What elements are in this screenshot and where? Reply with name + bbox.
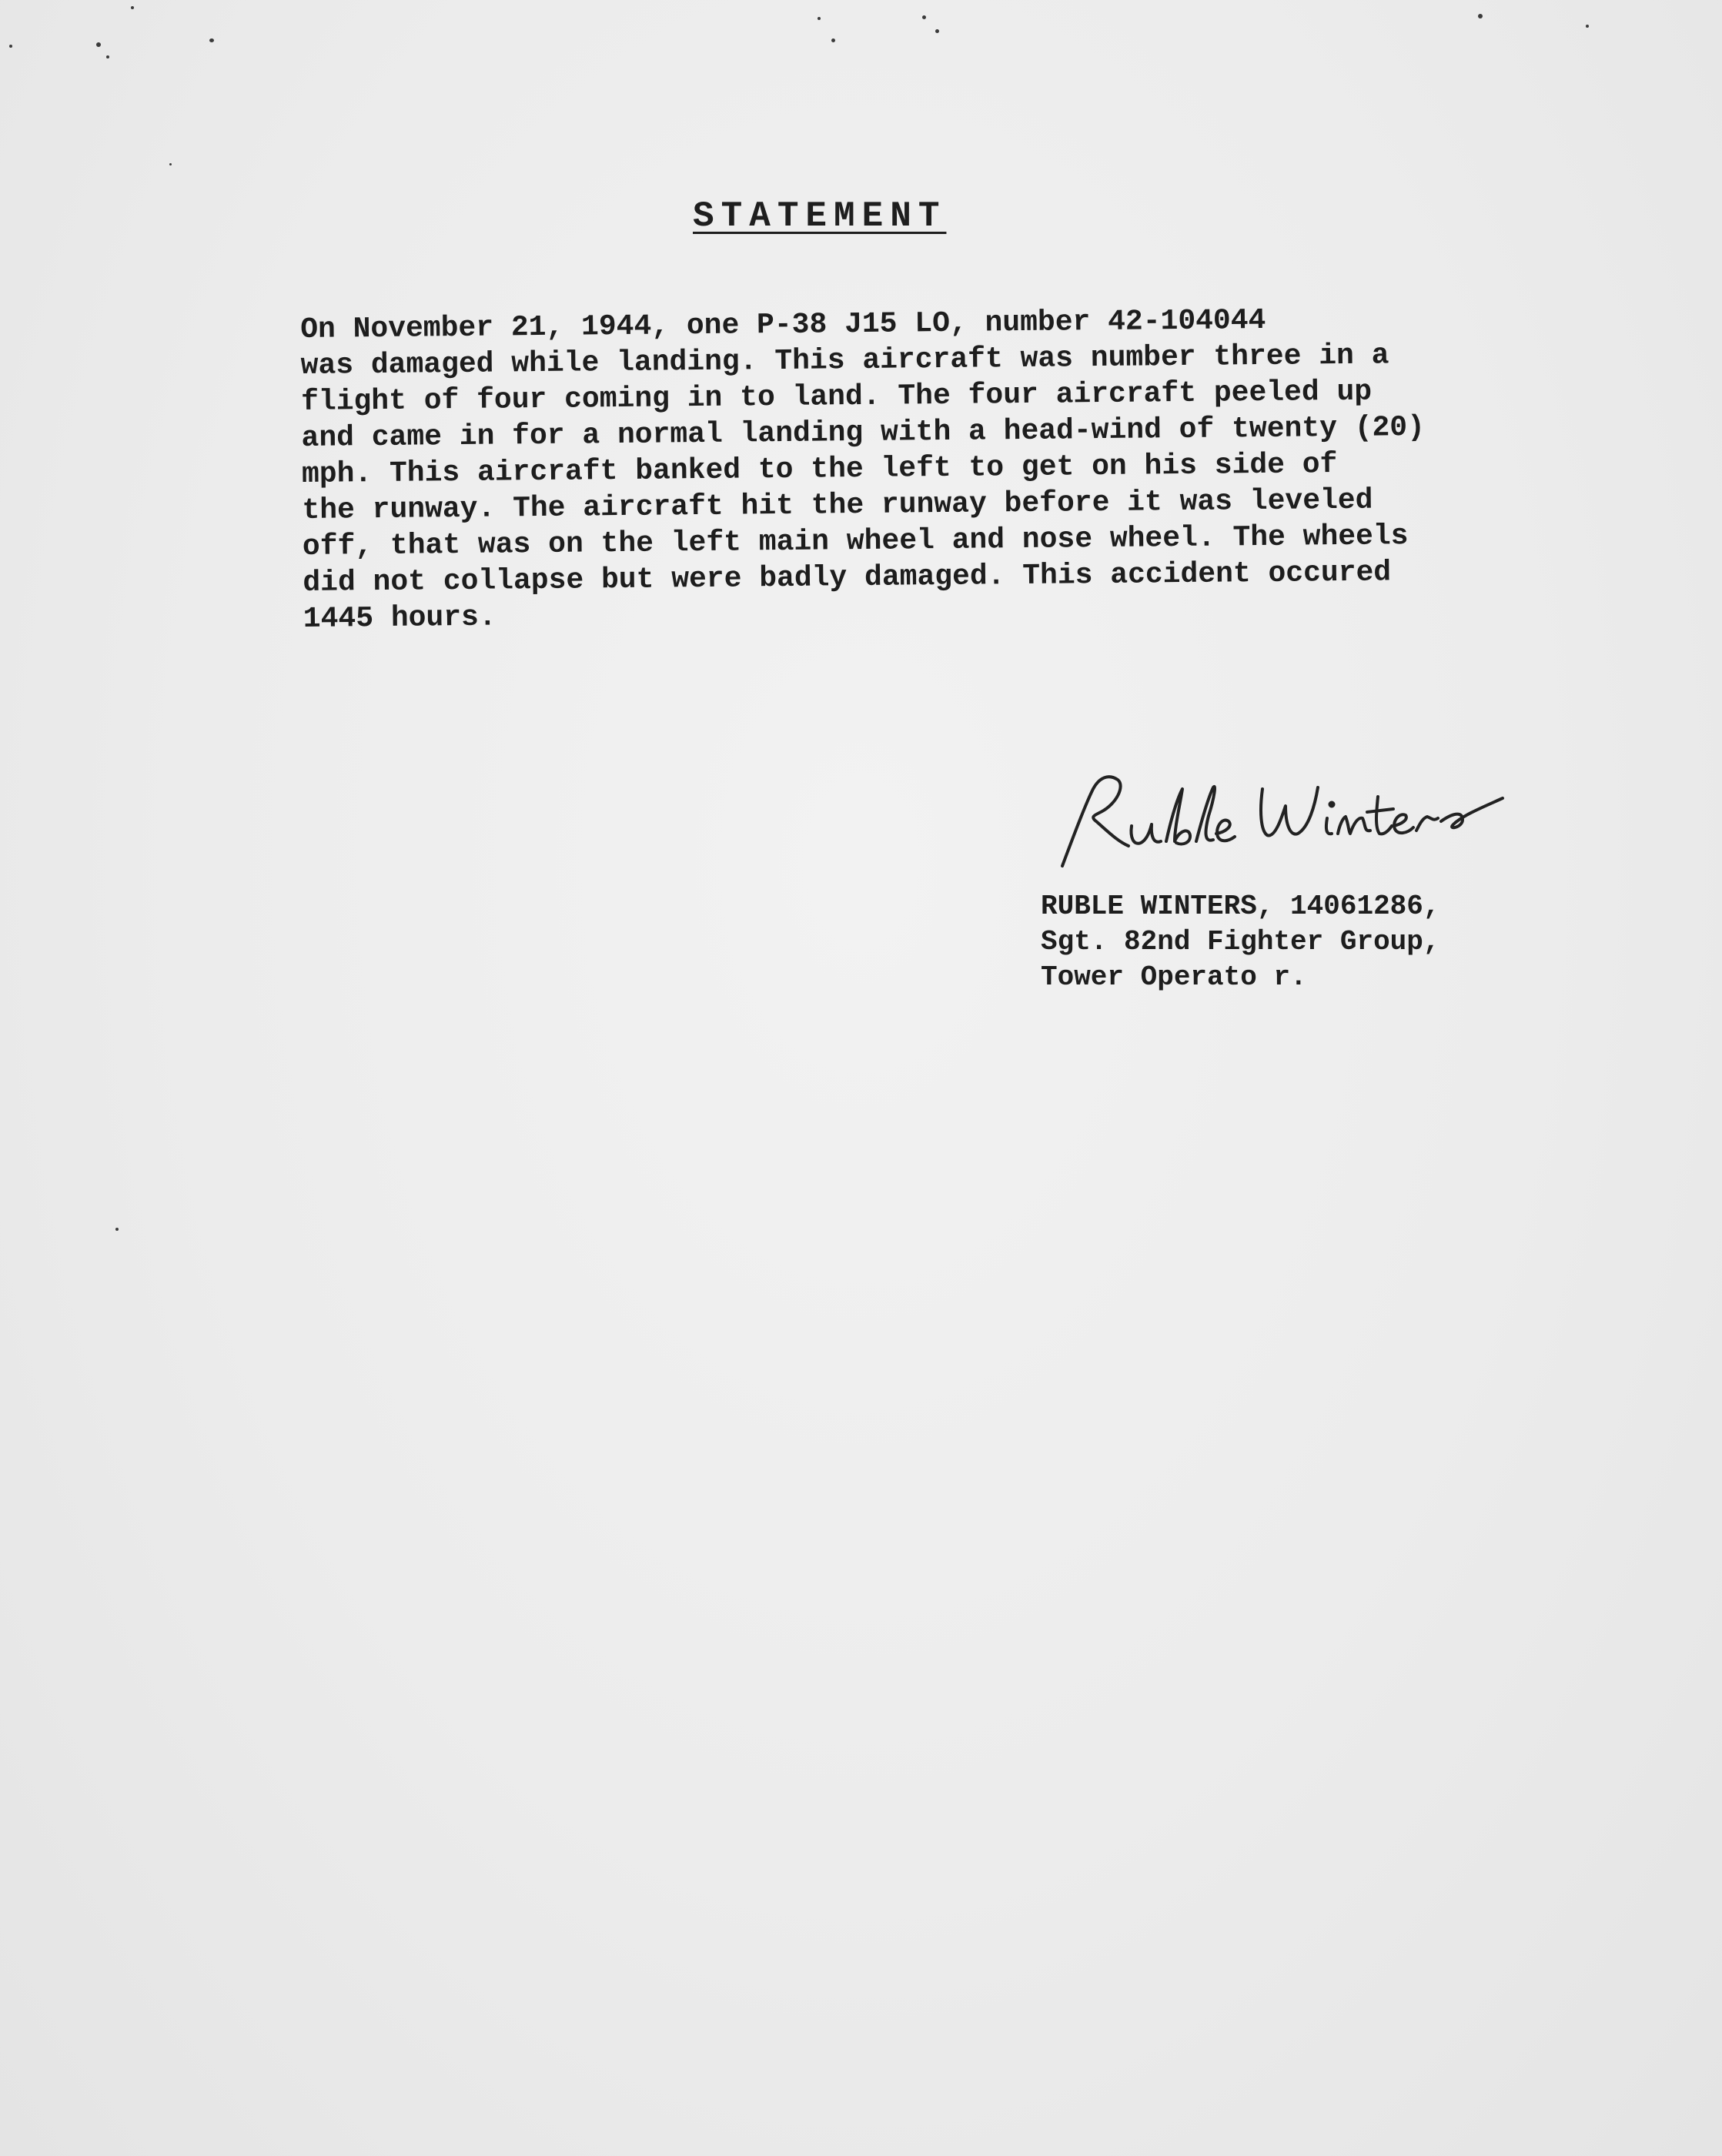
body-line: flight of four coming in to land. The four aircraft peeled up [300,375,1373,419]
handwritten-signature [1032,750,1509,874]
scan-speck [96,42,101,47]
body-line: did not collapse but were badly damaged. This accident occured [303,556,1392,600]
scan-speck [209,38,214,42]
signatory-block [1041,889,1518,995]
scan-speck [818,17,821,20]
signatory-name: RUBLE WINTERS, 14061286, [1041,891,1440,922]
signatory-role: Tower Operato r. [1041,961,1307,993]
scan-speck [131,6,134,9]
scan-speck [1586,25,1589,28]
body-line: off, that was on the left main wheel and nose wheel. The wheels [302,520,1409,563]
scan-speck [115,1228,119,1231]
body-line: was damaged while landing. This aircraft was number three in a [300,339,1389,383]
statement-body [300,300,1489,637]
scan-speck [831,38,835,42]
document-title: STATEMENT [693,196,947,236]
scan-speck [922,15,926,19]
signatory-rank-unit: Sgt. 82nd Fighter Group, [1041,926,1440,958]
scan-speck [169,163,172,165]
scan-speck [935,29,939,33]
scan-speck [9,45,12,48]
scan-speck [1478,14,1483,18]
body-line: On November 21, 1944, one P-38 J15 LO, number 42-104044 [300,303,1266,346]
body-line: mph. This aircraft banked to the left to get on his side of [301,448,1338,491]
body-line: 1445 hours. [303,600,497,636]
body-line: and came in for a normal landing with a head-wind of twenty (20) [301,410,1426,455]
scan-speck [106,55,109,58]
body-line: the runway. The aircraft hit the runway before it was leveled [302,483,1373,527]
